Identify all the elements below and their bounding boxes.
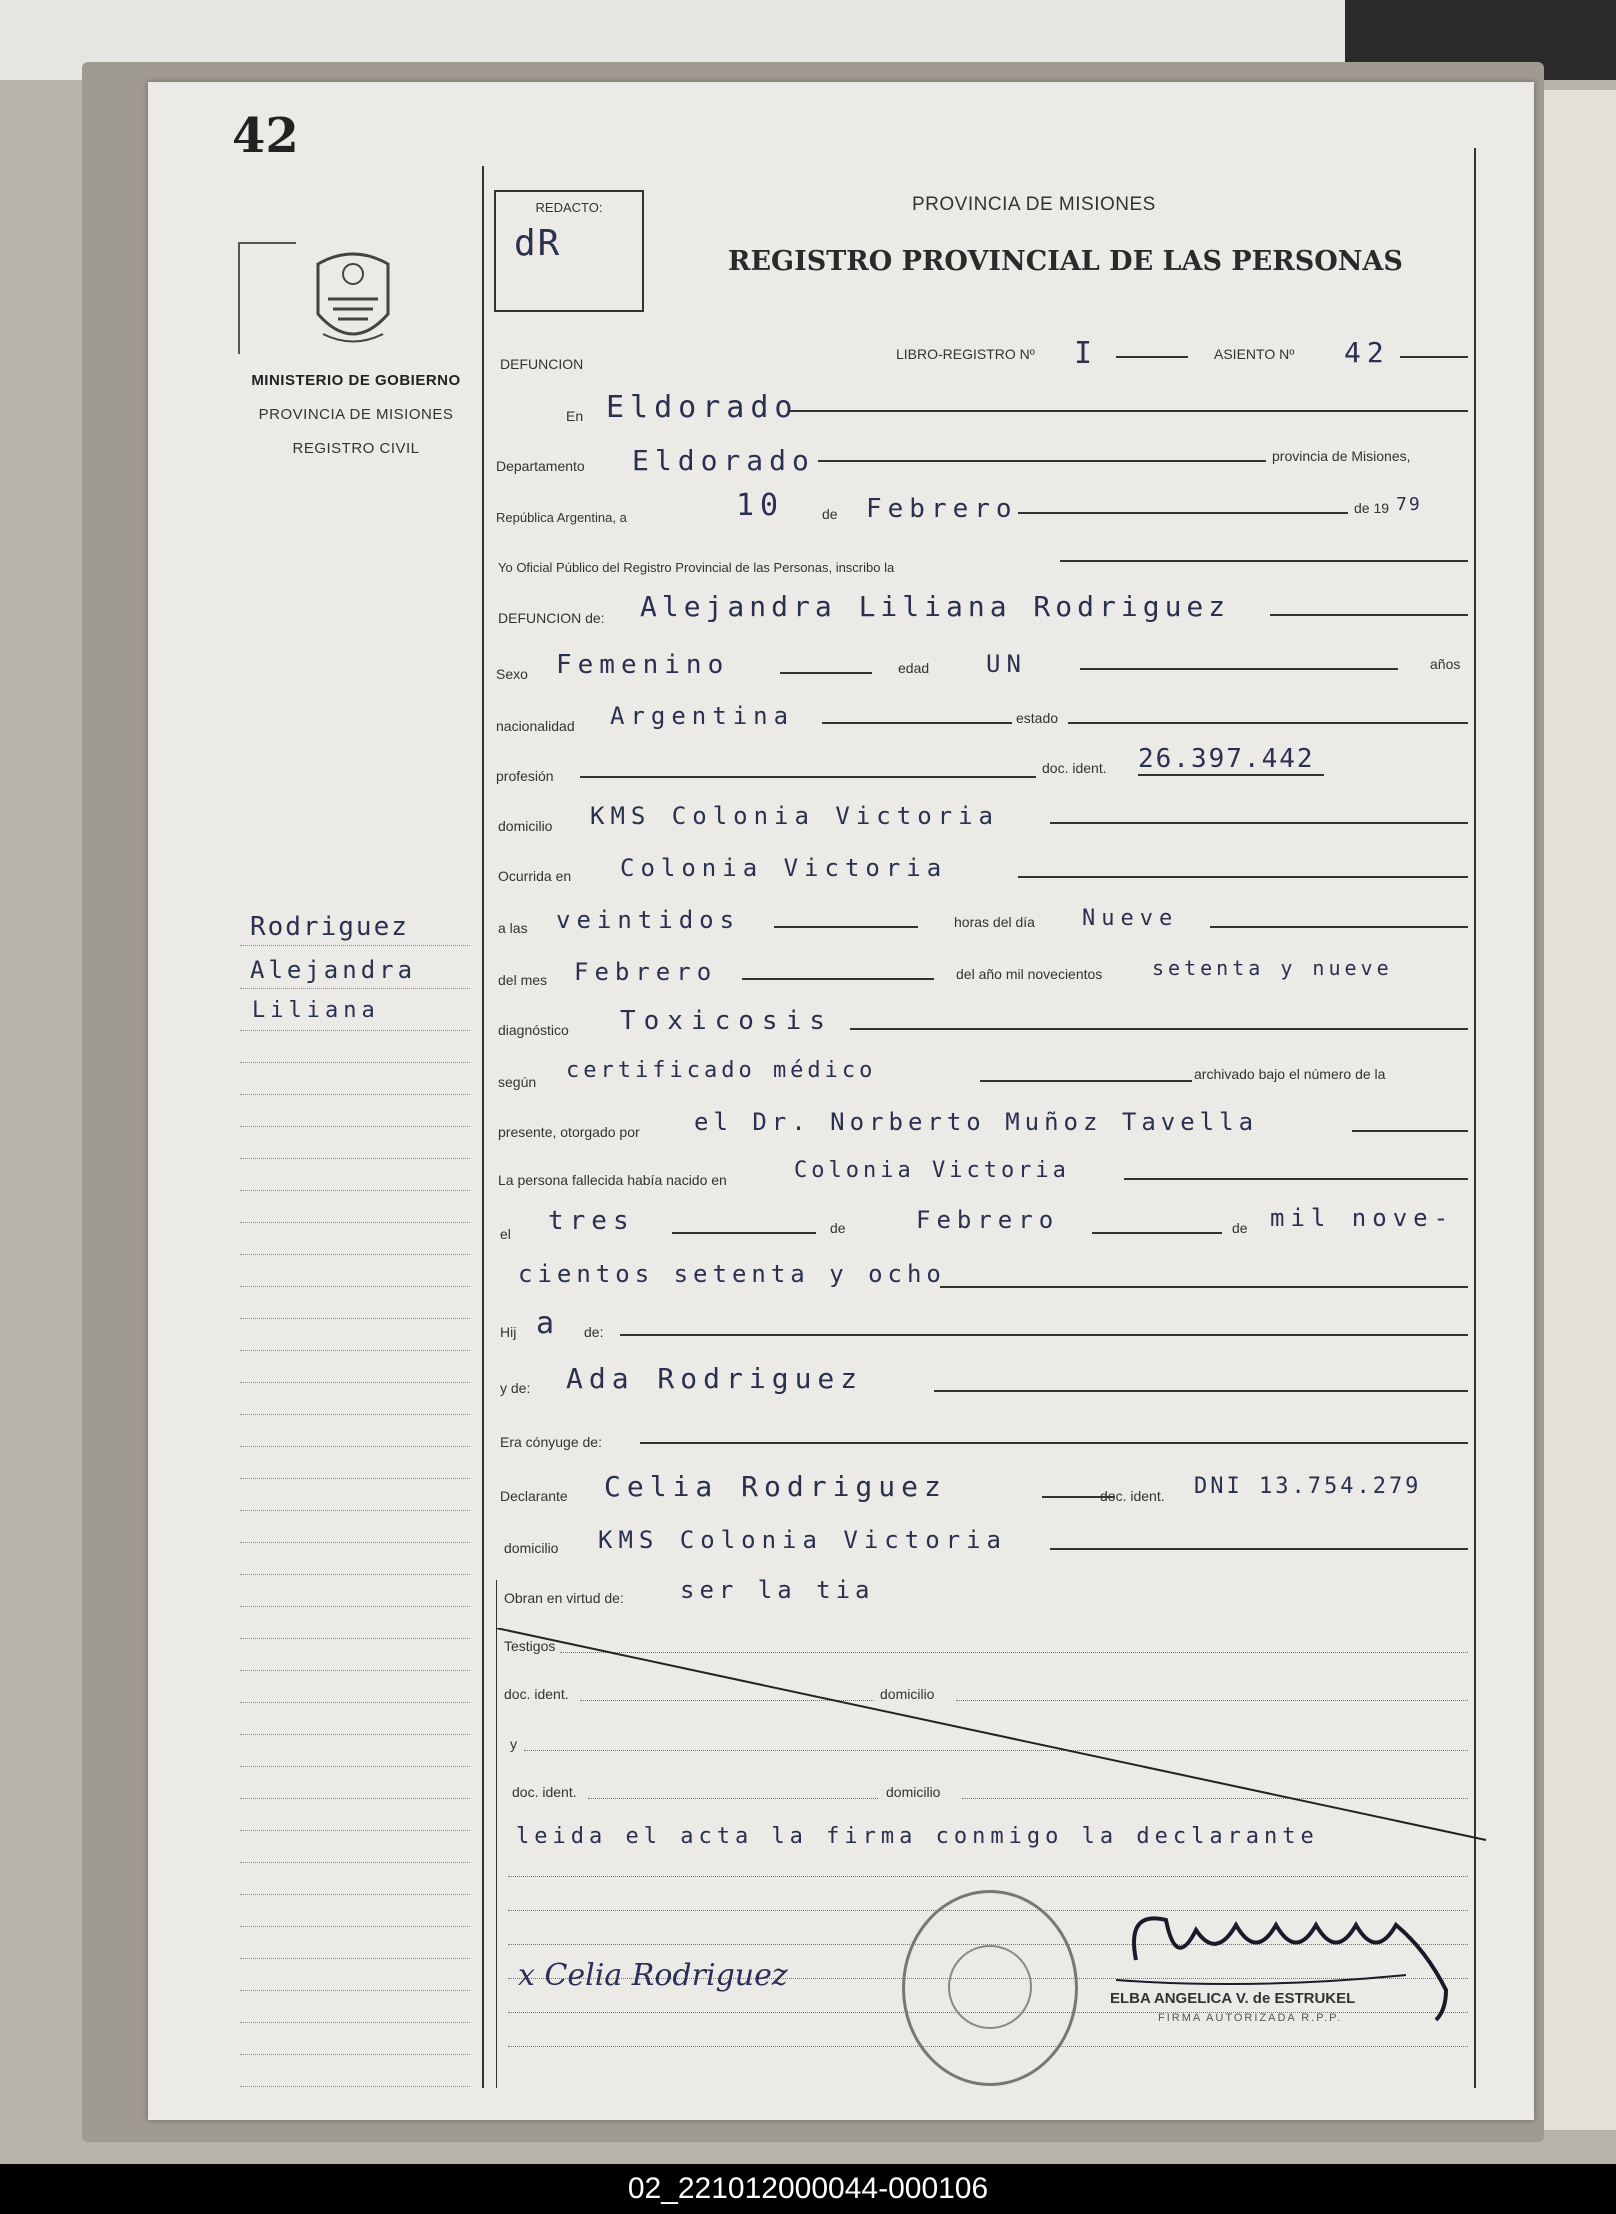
testigos-label: Testigos [504, 1638, 556, 1654]
doctor-name: el Dr. Norberto Muñoz Tavella [694, 1108, 1259, 1136]
birth-year-cont: cientos setenta y ocho [518, 1260, 946, 1288]
mes-line [742, 978, 934, 980]
segun-value: certificado médico [566, 1058, 877, 1083]
edad-line [1080, 668, 1398, 670]
sexo-line [780, 672, 872, 674]
domicilio2-label: domicilio [504, 1540, 559, 1556]
ministry-label: MINISTERIO DE GOBIERNO [251, 372, 461, 389]
libro-label: LIBRO-REGISTRO Nº [896, 346, 1035, 362]
registry-label: REGISTRO CIVIL [292, 440, 420, 457]
yde-label: y de: [500, 1380, 531, 1396]
nacido-line [1124, 1178, 1468, 1180]
act-type-label: DEFUNCION [500, 356, 584, 372]
birth-month-line [1092, 1232, 1222, 1234]
ano-label: del año mil novecientos [956, 966, 1103, 982]
sexo-label: Sexo [496, 666, 528, 682]
dia-line [1210, 926, 1468, 928]
stamp-emblem-icon [948, 1945, 1032, 2029]
dia-label: horas del día [954, 914, 1035, 930]
profesion-doc-label: doc. ident. [1042, 760, 1107, 776]
nacionalidad-label: nacionalidad [496, 718, 575, 734]
deceased-name: Alejandra Liliana Rodriguez [640, 590, 1231, 623]
declarante-label: Declarante [500, 1488, 568, 1504]
diagnostico-value: Toxicosis [620, 1006, 833, 1036]
mother-name: Ada Rodriguez [566, 1362, 864, 1395]
mes-value: Febrero [574, 958, 718, 986]
margin-note-name1: Alejandra [250, 956, 417, 984]
republica-label: República Argentina, a [496, 510, 627, 525]
domicilio2-value: KMS Colonia Victoria [598, 1526, 1007, 1554]
republica-day: 10 [736, 488, 785, 523]
horas-line [774, 926, 918, 928]
ocurrida-line [1018, 876, 1468, 878]
page-number: 42 [232, 108, 299, 164]
ano-value: setenta y nueve [1152, 956, 1393, 980]
deceased-doc-number: 26.397.442 [1138, 744, 1315, 774]
registry-title: REGISTRO PROVINCIAL DE LAS PERSONAS [728, 246, 1403, 277]
segun-line [980, 1080, 1192, 1082]
birth-year-line [940, 1286, 1468, 1288]
testigo1-doc-label: doc. ident. [504, 1686, 569, 1702]
province-seal-icon [308, 244, 398, 354]
profesion-label: profesión [496, 768, 554, 784]
leida-text: leida el acta la firma conmigo la declarante [516, 1824, 1319, 1849]
asiento-label: ASIENTO Nº [1214, 346, 1295, 362]
en-value: Eldorado [606, 390, 799, 425]
birth-day: tres [548, 1206, 635, 1236]
official-name: ELBA ANGELICA V. de ESTRUKEL [1110, 1990, 1356, 2007]
declarant-name: Celia Rodriguez [604, 1470, 947, 1503]
nacido-label: La persona fallecida había nacido en [498, 1172, 727, 1188]
birth-month: Febrero [916, 1206, 1060, 1234]
hijo-de: de: [584, 1324, 604, 1340]
domicilio-line [1050, 822, 1468, 824]
cancel-diagonal-line [496, 1628, 1496, 1848]
declarant-signature: x Celia Rodriguez [518, 1958, 788, 1993]
conyuge-line [640, 1442, 1468, 1444]
yde-line [934, 1390, 1468, 1392]
obran-value: ser la tia [680, 1576, 875, 1604]
nacionalidad-value: Argentina [610, 702, 795, 730]
diagnostico-line [850, 1028, 1468, 1030]
yo-line [1060, 560, 1468, 562]
dia-value: Nueve [1082, 906, 1179, 931]
obran-label: Obran en virtud de: [504, 1590, 624, 1606]
edad-label: edad [898, 660, 930, 676]
estado-line [1068, 722, 1468, 724]
asiento-line [1400, 356, 1468, 358]
province-label: PROVINCIA DE MISIONES [258, 406, 454, 423]
defuncion-line [1270, 614, 1468, 616]
margin-note-name2: Liliana [252, 998, 380, 1023]
doc-underline [1138, 774, 1324, 776]
libro-value: I [1074, 336, 1099, 371]
birth-day-line [672, 1232, 816, 1234]
departamento-label: Departamento [496, 458, 585, 474]
el-de2: de [1232, 1220, 1248, 1236]
segun-suffix: archivado bajo el número de la [1194, 1066, 1386, 1082]
presente-line [1352, 1130, 1468, 1132]
y-label: y [510, 1736, 517, 1752]
horas-value: veintidos [556, 906, 741, 934]
asiento-value: 42 [1344, 336, 1390, 369]
estado-label: estado [1016, 710, 1059, 726]
departamento-suffix: provincia de Misiones, [1272, 448, 1411, 464]
sexo-value: Femenino [556, 650, 730, 680]
domicilio2-line [1050, 1548, 1468, 1550]
official-signature-icon [1106, 1880, 1466, 2030]
republica-de: de [822, 506, 838, 522]
domicilio-value: KMS Colonia Victoria [590, 802, 999, 830]
segun-label: según [498, 1074, 537, 1090]
nacionalidad-line [822, 722, 1012, 724]
redacto-label: REDACTO: [535, 200, 603, 215]
mes-label: del mes [498, 972, 548, 988]
defuncion-label: DEFUNCION de: [498, 610, 605, 626]
testigo2-doc-label: doc. ident. [512, 1784, 577, 1800]
horas-label: a las [498, 920, 528, 936]
nacido-value: Colonia Victoria [794, 1158, 1070, 1183]
declarante-doc-label: doc. ident. [1100, 1488, 1165, 1504]
conyuge-label: Era cónyuge de: [500, 1434, 602, 1450]
en-line [790, 410, 1468, 412]
ocurrida-label: Ocurrida en [498, 868, 572, 884]
official-title: FIRMA AUTORIZADA R.P.P. [1158, 2012, 1343, 2024]
anos-label: años [1430, 656, 1461, 672]
redacto-value: dR [514, 223, 562, 264]
redacto-box [494, 190, 644, 312]
declarant-doc: DNI 13.754.279 [1194, 1474, 1422, 1499]
profesion-line [580, 776, 1036, 778]
republica-year: 79 [1396, 494, 1422, 515]
el-label: el [500, 1226, 511, 1242]
province-heading: PROVINCIA DE MISIONES [912, 194, 1156, 215]
el-de1: de [830, 1220, 846, 1236]
hijo-line [620, 1334, 1468, 1336]
republica-line [1018, 512, 1348, 514]
testigo1-domicilio-label: domicilio [880, 1686, 935, 1702]
birth-year-start: mil nove- [1270, 1204, 1455, 1232]
edad-value: UN [986, 650, 1027, 678]
republica-month: Febrero [866, 494, 1018, 524]
hijo-label: Hij [500, 1324, 517, 1340]
margin-note-surname: Rodriguez [250, 912, 409, 942]
en-label: En [566, 408, 584, 424]
libro-line [1116, 356, 1188, 358]
yo-label: Yo Oficial Público del Registro Provincial de las Personas, inscribo la [498, 560, 895, 575]
domicilio-label: domicilio [498, 818, 553, 834]
presente-label: presente, otorgado por [498, 1124, 640, 1140]
form-left-border [482, 166, 484, 2088]
testigo2-domicilio-label: domicilio [886, 1784, 941, 1800]
departamento-line [818, 460, 1266, 462]
ocurrida-value: Colonia Victoria [620, 854, 948, 882]
margin-bracket [238, 242, 296, 354]
image-id-footer: 02_221012000044-000106 [0, 2164, 1616, 2214]
departamento-value: Eldorado [632, 444, 815, 477]
hijo-gender: a [536, 1306, 561, 1341]
diagnostico-label: diagnóstico [498, 1022, 569, 1038]
republica-de19: de 19 [1354, 500, 1390, 516]
